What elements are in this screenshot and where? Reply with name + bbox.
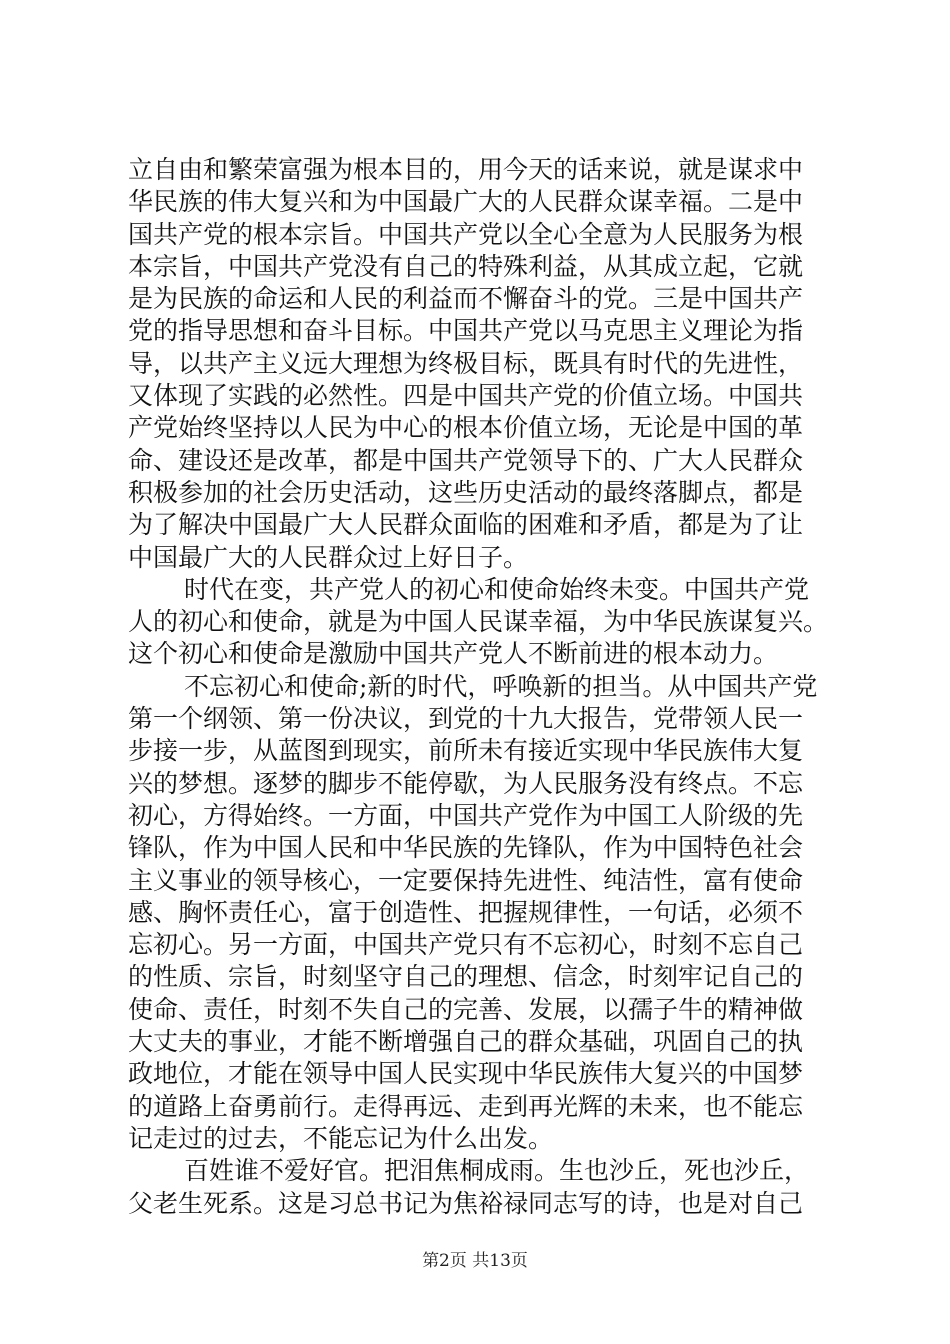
text-line: 初心，方得始终。一方面，中国共产党作为中国工人阶级的先 (128, 800, 804, 830)
text-line: 人的初心和使命，就是为中国人民谋幸福，为中华民族谋复兴。 (128, 607, 829, 637)
text-line: 使命、责任，时刻不失自己的完善、发展，以孺子牛的精神做 (128, 994, 804, 1024)
text-line: 主义事业的领导核心，一定要保持先进性、纯洁性，富有使命 (128, 865, 804, 895)
text-line: 锋队，作为中国人民和中华民族的先锋队，作为中国特色社会 (128, 833, 804, 863)
text-line: 立自由和繁荣富强为根本目的，用今天的话来说，就是谋求中 (128, 155, 804, 184)
text-line: 第一个纲领、第一份决议，到党的十九大报告，党带领人民一 (128, 704, 804, 734)
text-line: 大丈夫的事业，才能不断增强自己的群众基础，巩固自己的执 (128, 1027, 804, 1057)
text-line: 中国最广大的人民群众过上好日子。 (128, 542, 529, 572)
text-line: 政地位，才能在领导中国人民实现中华民族伟大复兴的中国梦 (128, 1059, 804, 1089)
text-line: 为了解决中国最广大人民群众面临的困难和矛盾，都是为了让 (128, 510, 804, 540)
text-line: 忘初心。另一方面，中国共产党只有不忘初心，时刻不忘自己 (128, 930, 804, 960)
text-line: 国共产党的根本宗旨。中国共产党以全心全意为人民服务为根 (128, 219, 804, 249)
text-line: 的道路上奋勇前行。走得再远、走到再光辉的未来，也不能忘 (128, 1091, 804, 1121)
text-line: 积极参加的社会历史活动，这些历史活动的最终落脚点，都是 (128, 477, 804, 507)
text-line: 命、建设还是改革，都是中国共产党领导下的、广大人民群众 (128, 445, 804, 475)
text-line: 导，以共产主义远大理想为终极目标，既具有时代的先进性， (128, 348, 804, 378)
text-line: 父老生死系。这是习总书记为焦裕禄同志写的诗，也是对自己 (128, 1188, 804, 1218)
text-line: 兴的梦想。逐梦的脚步不能停歇，为人民服务没有终点。不忘 (128, 768, 804, 798)
paragraph-first-line: 不忘初心和使命;新的时代，呼唤新的担当。从中国共产党 (184, 671, 818, 701)
text-line: 党的指导思想和奋斗目标。中国共产党以马克思主义理论为指 (128, 316, 804, 346)
text-line: 这个初心和使命是激励中国共产党人不断前进的根本动力。 (128, 639, 779, 669)
text-line: 记走过的过去，不能忘记为什么出发。 (128, 1123, 554, 1153)
text-line: 产党始终坚持以人民为中心的根本价值立场，无论是中国的革 (128, 413, 804, 443)
text-line: 本宗旨，中国共产党没有自己的特殊利益，从其成立起，它就 (128, 251, 804, 281)
text-line: 的性质、宗旨，时刻坚守自己的理想、信念，时刻牢记自己的 (128, 962, 804, 992)
paragraph-first-line: 百姓谁不爱好官。把泪焦桐成雨。生也沙丘，死也沙丘， (184, 1156, 810, 1186)
text-line: 华民族的伟大复兴和为中国最广大的人民群众谋幸福。二是中 (128, 187, 804, 217)
text-line: 又体现了实践的必然性。四是中国共产党的价值立场。中国共 (128, 381, 804, 411)
text-line: 步接一步，从蓝图到现实，前所未有接近实现中华民族伟大复 (128, 736, 804, 766)
page-number-footer: 第2页 共13页 (422, 1251, 528, 1271)
text-line: 感、胸怀责任心，富于创造性、把握规律性，一句话，必须不 (128, 897, 804, 927)
paragraph-first-line: 时代在变，共产党人的初心和使命始终未变。中国共产党 (184, 574, 810, 604)
text-line: 是为民族的命运和人民的利益而不懈奋斗的党。三是中国共产 (128, 284, 804, 314)
document-body (128, 154, 832, 1220)
